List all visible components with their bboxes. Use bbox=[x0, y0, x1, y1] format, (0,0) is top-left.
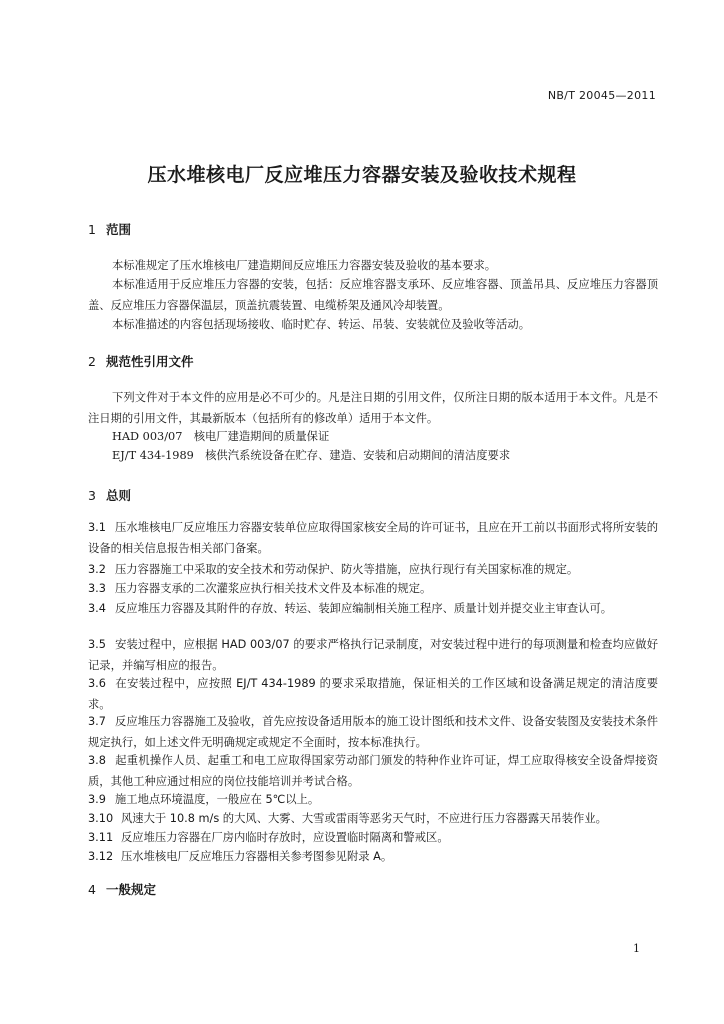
clause-3-10 bbox=[88, 808, 658, 829]
clause-3-1 bbox=[88, 517, 658, 559]
clause-number: 3.1 bbox=[88, 521, 106, 534]
clause-number: 3.12 bbox=[88, 850, 114, 863]
clause-number: 3.4 bbox=[88, 602, 106, 615]
clause-3-5 bbox=[88, 634, 658, 676]
section-number: 3 bbox=[88, 488, 96, 503]
section-4-heading bbox=[88, 880, 156, 898]
clause-3-3 bbox=[88, 578, 658, 599]
clause-text: 起重机操作人员、起重工和电工应取得国家劳动部门颁发的特种作业许可证，焊工应取得核安全设备焊接资质，其他工种应通过相应的岗位技能培训并考试合格。 bbox=[88, 754, 658, 788]
clause-3-2 bbox=[88, 559, 658, 580]
clause-text: 反应堆压力容器及其附件的存放、转运、装卸应编制相关施工程序、质量计划并提交业主审查认可。 bbox=[115, 602, 613, 615]
clause-number: 3.2 bbox=[88, 563, 106, 576]
clause-number: 3.5 bbox=[88, 638, 106, 651]
reference-item: EJ/T 434-1989 核供汽系统设备在贮存、建造、安装和启动期间的清洁度要求 bbox=[112, 449, 511, 462]
clause-text: 反应堆压力容器在厂房内临时存放时，应设置临时隔离和警戒区。 bbox=[121, 831, 449, 844]
section-1-heading bbox=[88, 220, 131, 238]
clause-text: 压水堆核电厂反应堆压力容器安装单位应取得国家核安全局的许可证书，且应在开工前以书面形式将所安装的设备的相关信息报告相关部门备案。 bbox=[88, 521, 658, 555]
clause-3-7 bbox=[88, 711, 658, 753]
clause-text: 施工地点环境温度，一般应在 5℃以上。 bbox=[115, 793, 320, 806]
scope-paragraph-3: 本标准描述的内容包括现场接收、临时贮存、转运、吊装、安装就位及验收等活动。 bbox=[112, 318, 530, 331]
scope-paragraph-2: 本标准适用于反应堆压力容器的安装，包括：反应堆容器支承环、反应堆容器、顶盖吊具、反应堆压力容器顶盖、反应堆压力容器保温层，顶盖抗震装置、电缆桥架及通风冷却装置。 bbox=[88, 278, 658, 312]
section-3-heading bbox=[88, 486, 131, 504]
section-title: 总则 bbox=[106, 488, 132, 503]
clause-number: 3.6 bbox=[88, 677, 106, 690]
clause-text: 反应堆压力容器施工及验收，首先应按设备适用版本的施工设计图纸和技术文件、设备安装图及安装技术条件规定执行，如上述文件无明确规定或规定不全面时，按本标准执行。 bbox=[88, 715, 658, 749]
reference-item: HAD 003/07 核电厂建造期间的质量保证 bbox=[112, 430, 330, 443]
section-title: 一般规定 bbox=[106, 882, 157, 897]
section-number: 1 bbox=[88, 222, 96, 237]
clause-3-11 bbox=[88, 827, 658, 848]
section-title: 范围 bbox=[106, 222, 132, 237]
clause-3-9 bbox=[88, 789, 658, 810]
clause-text: 安装过程中，应根据 HAD 003/07 的要求严格执行记录制度，对安装过程中进行的每项测量和检查均应做好记录，并编写相应的报告。 bbox=[88, 638, 658, 672]
clause-3-12 bbox=[88, 846, 658, 867]
clause-number: 3.8 bbox=[88, 754, 106, 767]
document-title: 压水堆核电厂反应堆压力容器安装及验收技术规程 bbox=[147, 164, 577, 186]
scope-paragraph-1: 本标准规定了压水堆核电厂建造期间反应堆压力容器安装及验收的基本要求。 bbox=[112, 259, 497, 272]
clause-text: 压力容器施工中采取的安全技术和劳动保护、防火等措施，应执行现行有关国家标准的规定。 bbox=[115, 563, 579, 576]
section-number: 4 bbox=[88, 882, 96, 897]
standard-code: NB/T 20045—2011 bbox=[547, 89, 656, 102]
clause-3-8 bbox=[88, 750, 658, 792]
clause-text: 在安装过程中，应按照 EJ/T 434-1989 的要求采取措施，保证相关的工作区域和设备满足规定的清洁度要求。 bbox=[88, 677, 658, 711]
section-title: 规范性引用文件 bbox=[106, 354, 194, 369]
references-intro: 下列文件对于本文件的应用是必不可少的。凡是注日期的引用文件，仅所注日期的版本适用于本文件。凡是不注日期的引用文件，其最新版本（包括所有的修改单）适用于本文件。 bbox=[88, 391, 658, 425]
section-number: 2 bbox=[88, 354, 96, 369]
clause-text: 压水堆核电厂反应堆压力容器相关参考图参见附录 A。 bbox=[121, 850, 393, 863]
clause-3-6 bbox=[88, 673, 658, 715]
page-number: 1 bbox=[633, 942, 640, 955]
clause-number: 3.9 bbox=[88, 793, 106, 806]
clause-number: 3.3 bbox=[88, 582, 106, 595]
section-2-heading bbox=[88, 352, 194, 370]
clause-3-4 bbox=[88, 598, 658, 619]
clause-number: 3.11 bbox=[88, 831, 114, 844]
clause-number: 3.10 bbox=[88, 812, 114, 825]
clause-text: 压力容器支承的二次灌浆应执行相关技术文件及本标准的规定。 bbox=[115, 582, 432, 595]
clause-number: 3.7 bbox=[88, 715, 106, 728]
clause-text: 风速大于 10.8 m/s 的大风、大雾、大雪或雷雨等恶劣天气时，不应进行压力容器露天吊装作业。 bbox=[121, 812, 607, 825]
